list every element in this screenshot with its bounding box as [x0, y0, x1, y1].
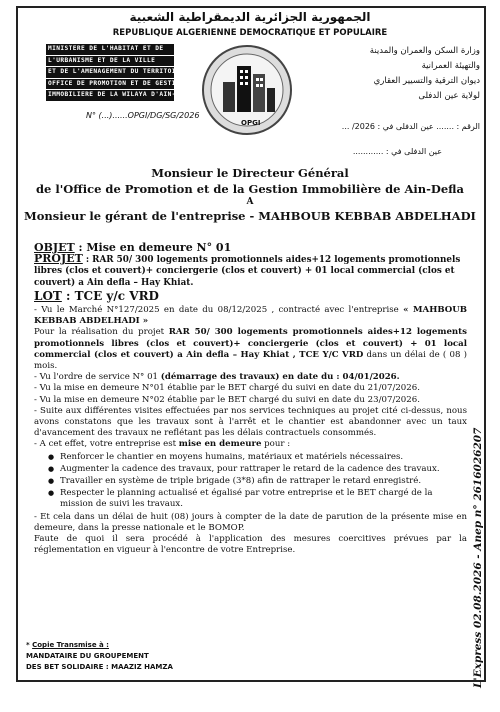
- realisation-delay: dans un délai de ( 08 ) mois.: [34, 349, 467, 372]
- paragraph-faute: Faute de quoi il sera procédé à l'application des mesures coercitives prévues par la réglementation en vigueur à l'encontre de votre Entreprise.: [34, 534, 467, 556]
- ods-date: en date du : 04/01/2026.: [279, 372, 400, 383]
- company-name: « MAHBOUB KEBBAB ABDELHADI »: [34, 305, 467, 327]
- lot-text: : TCE y/c VRD: [66, 288, 159, 303]
- paragraph-marche: [34, 305, 467, 327]
- copy-line: MANDATAIRE DU GROUPEMENT: [26, 652, 149, 660]
- letter-body: [34, 242, 467, 556]
- logo-text: OPGI: [241, 119, 261, 127]
- realisation-project: RAR 50/ 300 logements promotionnels aides+12 logements promotionnels libres (clos et couvert)+ conciergerie (clos et couvert) + 01 local commercial (clos et couvert) a Ain defla – Hay Khiat , TCE Y/C VRD: [34, 327, 467, 360]
- realisation-intro: Pour la réalisation du projet: [34, 327, 169, 338]
- date-line-ar: الرقم : ....... عين الدفلى في : 2026/ ...: [341, 122, 480, 131]
- paragraph-visites: - Suite aux différentes visites effectuées par nos services techniques au projet cité ci-dessus, nous avons constatons que les travaux sont à l'arrêt et le chantier est abandonner avec un taux d'avancement des travaux ne reflétant pas les délais contractuels consommés.: [34, 405, 467, 439]
- lot-line: [34, 288, 467, 303]
- project-label: PROJET: [34, 252, 83, 266]
- ministry-line: ET DE L'AMENAGEMENT DU TERRITOIRE: [46, 67, 174, 78]
- ods-text: - Vu l'ordre de service N° 01: [34, 372, 161, 383]
- copy-line: DES BET SOLIDAIRE : MAAZIZ HAMZA: [26, 663, 173, 671]
- address-block: [0, 160, 500, 223]
- ods-bold: (démarrage des travaux): [160, 372, 280, 383]
- ministry-line: L'URBANISME ET DE LA VILLE: [46, 56, 174, 67]
- copy-label: Copie Transmise à :: [32, 641, 109, 649]
- ministry-block-ar: [330, 44, 480, 104]
- paragraph-realisation: [34, 327, 467, 372]
- paragraph-mise-demeure-1: - Vu la mise en demeure N°01 établie par le BET chargé du suivi en date du 21/07/2026.: [34, 383, 420, 394]
- addressee-title: Monsieur le Directeur Général: [151, 166, 349, 180]
- project-line: [34, 253, 467, 289]
- subject-label: OBJET: [34, 241, 75, 254]
- project-text: : RAR 50/ 300 logements promotionnels aides+12 logements promotionnels libres (clos et couvert)+ conciergerie (clos et couvert) + 01 local commercial (clos et couvert) a Ain defla – Hay Khiat.: [34, 255, 461, 288]
- effet-text: - A cet effet, votre entreprise est: [34, 439, 179, 450]
- ministry-line: MINISTERE DE L'HABITAT ET DE: [46, 44, 174, 55]
- list-item: ● Renforcer le chantier en moyens humains, matériaux et matériels nécessaires.: [48, 452, 467, 463]
- addressee-company: Monsieur le gérant de l'entreprise - MAHBOUB KEBBAB ABDELHADI: [24, 209, 476, 223]
- publication-stamp: L'Express 02.08.2026 - Anep n° 2616026207: [472, 427, 484, 688]
- arabic-republic-title: الجمهورية الجزائرية الديمقراطية الشعبية: [129, 10, 371, 24]
- paragraph-delai: - Et cela dans un délai de huit (08) jours à compter de la date de parution de la présente mise en demeure, dans la presse nationale et le BOMOP.: [34, 511, 467, 533]
- copy-block: * Copie Transmise à : MANDATAIRE DU GROUPEMENT DES BET SOLIDAIRE : MAAZIZ HAMZA: [26, 641, 173, 671]
- subject-text: : Mise en demeure N° 01: [74, 241, 232, 254]
- list-item: ● Augmenter la cadence des travaux, pour rattraper le retard de la cadence des travaux.: [48, 464, 467, 475]
- effet-end: pour :: [261, 439, 291, 450]
- ministry-line: OFFICE DE PROMOTION ET DE GESTION: [46, 79, 174, 90]
- effet-bold: mise en demeure: [178, 439, 262, 450]
- ministry-ar-line: والتهيئة العمرانية: [421, 61, 480, 71]
- opgi-logo: [201, 44, 293, 136]
- paragraph-mise-demeure-2: - Vu la mise en demeure N°02 établie par le BET chargé du suivi en date du 23/07/2026.: [34, 394, 420, 405]
- ministry-ar-line: وزارة السكن والعمران والمدينة: [369, 46, 480, 56]
- addressee-office: de l'Office de Promotion et de la Gestion Immobilière de Ain-Defla: [36, 182, 464, 196]
- addressee-separator: A: [246, 197, 254, 207]
- place-line-ar: عين الدفلى في : ............: [352, 147, 442, 156]
- lot-label: LOT: [34, 288, 62, 303]
- list-item: ● Travailler en système de triple brigade (3*8) afin de rattraper le retard enregistré.: [48, 476, 467, 487]
- marche-text: - Vu le Marché N°127/2025 en date du 08/12/2025 , contracté avec l'entreprise: [34, 305, 404, 316]
- ministry-block-fr: [46, 44, 197, 102]
- ministry-line: IMMOBILIERE DE LA WILAYA D'AIN-DEFLA: [46, 90, 174, 101]
- reference-number: N° (...)......OPGI/DG/SG/2026: [86, 111, 200, 120]
- ministry-ar-line: لولاية عين الدفلى: [418, 91, 480, 101]
- requirements-list: [48, 452, 467, 511]
- list-item: ● Respecter le planning actualisé et égalisé par votre entreprise et le BET chargé de la mission de suivi les travaux.: [48, 488, 467, 510]
- french-republic-title: REPUBLIQUE ALGERIENNE DEMOCRATIQUE ET POPULAIRE: [112, 28, 388, 38]
- ministry-ar-line: ديوان الترقية والتسيير العقاري: [373, 76, 480, 86]
- subject-line: [34, 242, 467, 253]
- paragraph-effet: [34, 439, 467, 450]
- paragraph-ordre-service: [34, 372, 467, 383]
